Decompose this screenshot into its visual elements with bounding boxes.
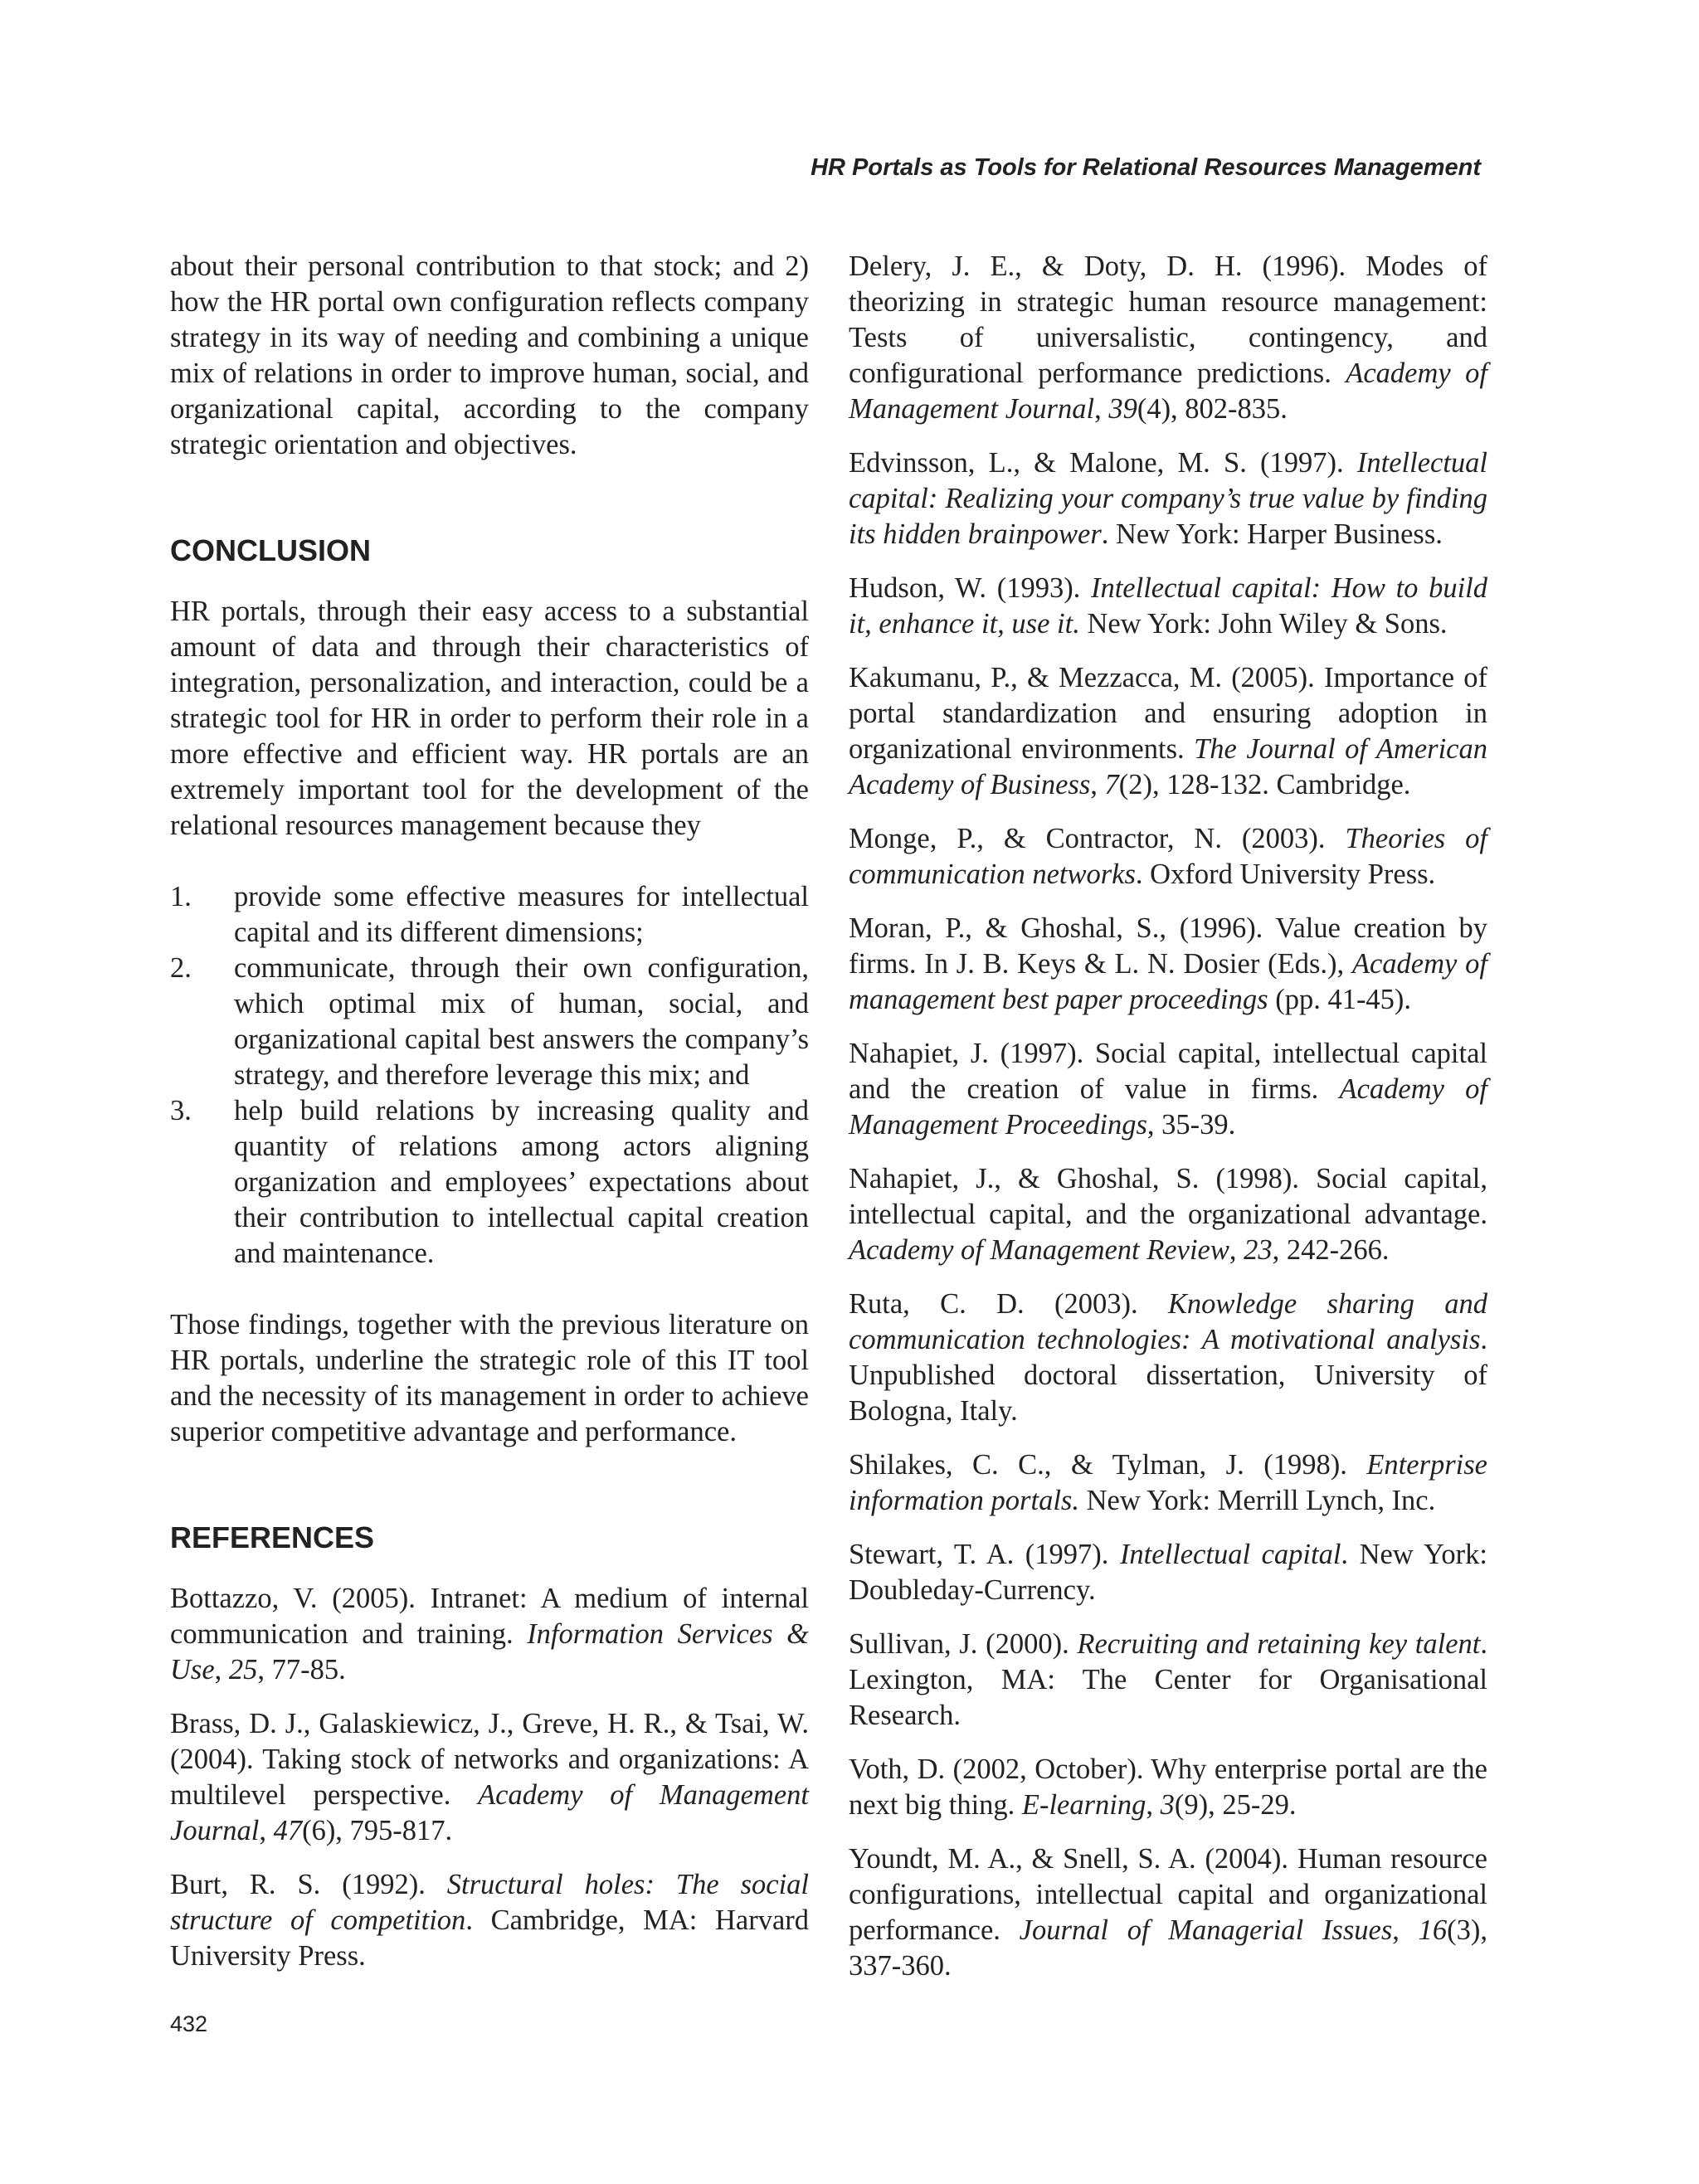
ref-text: New York: John Wiley & Sons. — [1079, 608, 1448, 640]
reference-item — [849, 571, 1487, 642]
ref-italic: Theories of communication networks — [849, 823, 1487, 890]
ref-text: (6), 795-817. — [302, 1815, 453, 1846]
ref-italic: Information Services & Use — [170, 1618, 810, 1685]
list-item-number: 3. — [170, 1095, 192, 1126]
reference-item — [849, 1287, 1487, 1429]
ref-italic: Structural holes: The social structure of competition — [170, 1869, 809, 1936]
ref-text: . Unpublished doctoral dissertation, University of Bologna, Italy. — [849, 1324, 1487, 1427]
ref-text: , — [214, 1654, 229, 1685]
conclusion-paragraph: HR portals, through their easy access to a substantial amount of data and through their characteristics of integration, personalization, and interaction, could be a strategic tool for HR in order to perform their role in a more effective and efficient way. HR portals are an extremely important tool for the development of the relational resources management because they — [170, 596, 809, 841]
ref-text: . Lexington, MA: The Center for Organisational Research. — [849, 1628, 1487, 1731]
ref-text: Bottazzo, V. (2005). Intranet: A medium of internal communication and training. — [170, 1583, 809, 1650]
ref-text: . Cambridge, MA: Harvard University Press. — [170, 1904, 809, 1972]
right-column — [849, 249, 1487, 2002]
reference-item — [849, 1537, 1487, 1608]
ref-text: , — [1392, 1914, 1419, 1946]
ref-italic: Intellectual capital — [1119, 1539, 1341, 1570]
ref-italic: Academy of Management Review — [849, 1234, 1229, 1266]
ref-text: (2), 128-132. Cambridge. — [1118, 769, 1411, 800]
reference-item — [170, 1581, 809, 1688]
ref-text: , — [259, 1815, 274, 1846]
ref-volume: 7 — [1104, 769, 1119, 800]
reference-item — [849, 821, 1487, 893]
references-heading: REFERENCES — [170, 1520, 375, 1554]
reference-item — [849, 1161, 1487, 1268]
intro-paragraph: about their personal contribution to that stock; and 2) how the HR portal own configuration reflects company strategy in its way of needing and combining a unique mix of relations in order to improve human, social, and organizational capital, according to the company strategic orientation and objectives. — [170, 251, 809, 460]
list-item — [170, 1093, 809, 1272]
list-item-number: 1. — [170, 881, 192, 912]
reference-item — [849, 1752, 1487, 1823]
ref-italic: Academy of management best paper proceedings — [849, 948, 1487, 1015]
ref-text: (9), 25-29. — [1174, 1789, 1297, 1821]
conclusion-heading: CONCLUSION — [170, 533, 371, 567]
ref-text: . New York: Doubleday-Currency. — [849, 1539, 1488, 1606]
ref-text: Monge, P., & Contractor, N. (2003). — [849, 823, 1346, 854]
ref-text: , — [1090, 769, 1105, 800]
conclusion-list — [170, 879, 809, 1272]
ref-italic: Academy of Management Journal — [849, 358, 1487, 425]
ref-text: . Oxford University Press. — [1135, 859, 1436, 890]
ref-italic: Journal of Managerial Issues — [1019, 1914, 1393, 1946]
ref-text: Stewart, T. A. (1997). — [849, 1539, 1120, 1570]
ref-italic: The Journal of American Academy of Business — [849, 733, 1487, 800]
ref-text: Brass, D. J., Galaskiewicz, J., Greve, H. R., & Tsai, W. (2004). Taking stock of networks and organizations: A multilevel perspective. — [170, 1708, 809, 1811]
ref-italic: Intellectual capital: Realizing your company’s true value by finding its hidden brainpower — [849, 447, 1487, 550]
ref-text: Hudson, W. (1993). — [849, 572, 1091, 604]
ref-italic: Intellectual capital: How to build it, enhance it, use it. — [849, 572, 1488, 640]
ref-text: . New York: Harper Business. — [1101, 518, 1443, 550]
ref-text: (4), 802-835. — [1137, 393, 1288, 425]
ref-volume: 23 — [1244, 1234, 1273, 1266]
ref-text: , — [1094, 393, 1109, 425]
ref-text: (3), 337-360. — [849, 1914, 1488, 1982]
list-item — [170, 951, 809, 1093]
ref-italic: Academy of Management Proceedings — [849, 1073, 1488, 1141]
ref-text: , 242-266. — [1272, 1234, 1390, 1266]
ref-text: Voth, D. (2002, October). Why enterprise portal are the next big thing. — [849, 1754, 1487, 1821]
ref-text: New York: Merrill Lynch, Inc. — [1078, 1485, 1436, 1516]
closing-paragraph: Those findings, together with the previous literature on HR portals, underline the strategic role of this IT tool and the necessity of its management in order to achieve superior competitive advantage and performance. — [170, 1309, 809, 1447]
reference-item — [849, 660, 1487, 803]
ref-text: Shilakes, C. C., & Tylman, J. (1998). — [849, 1449, 1367, 1481]
ref-text: Edvinsson, L., & Malone, M. S. (1997). — [849, 447, 1357, 479]
ref-italic: Academy of Management Journal — [170, 1779, 809, 1846]
ref-text: , 35-39. — [1146, 1109, 1236, 1141]
ref-volume: 16 — [1418, 1914, 1448, 1946]
ref-text: , 77-85. — [257, 1654, 346, 1685]
ref-volume: 47 — [273, 1815, 303, 1846]
ref-italic: Recruiting and retaining key talent — [1077, 1628, 1481, 1660]
ref-text: Burt, R. S. (1992). — [170, 1869, 447, 1900]
list-item-number: 2. — [170, 952, 192, 984]
reference-item — [849, 445, 1487, 552]
list-item-text: communicate, through their own configuration, which optimal mix of human, social, and organizational capital best answers the company’s strategy, and therefore leverage this mix; and — [234, 952, 809, 1091]
reference-item — [849, 1036, 1487, 1143]
list-item — [170, 879, 809, 951]
reference-item — [849, 1447, 1487, 1519]
page-number: 432 — [170, 2011, 208, 2036]
ref-text: Nahapiet, J., & Ghoshal, S. (1998). Social capital, intellectual capital, and the organizational advantage. — [849, 1163, 1487, 1230]
ref-text: Kakumanu, P., & Mezzacca, M. (2005). Importance of portal standardization and ensuring adoption in organizational environments. — [849, 662, 1487, 765]
ref-volume: 3 — [1160, 1789, 1175, 1821]
reference-item — [849, 911, 1487, 1018]
ref-text: Moran, P., & Ghoshal, S., (1996). Value creation by firms. In J. B. Keys & L. N. Dosier (Eds.), — [849, 912, 1487, 980]
left-column — [170, 249, 809, 1992]
reference-item — [170, 1867, 809, 1974]
running-head: HR Portals as Tools for Relational Resources Management — [811, 154, 1481, 181]
ref-text: Ruta, C. D. (2003). — [849, 1288, 1168, 1320]
reference-item — [849, 1841, 1487, 1984]
ref-volume: 25 — [228, 1654, 258, 1685]
ref-text: , — [1146, 1789, 1161, 1821]
ref-text: , — [1229, 1234, 1244, 1266]
ref-italic: E-learning — [1021, 1789, 1146, 1821]
ref-italic: Enterprise information portals. — [849, 1449, 1487, 1516]
reference-item — [849, 1627, 1487, 1734]
ref-text: Nahapiet, J. (1997). Social capital, intellectual capital and the creation of value in firms. — [849, 1038, 1487, 1105]
reference-item — [849, 249, 1487, 427]
list-item-text: help build relations by increasing quality and quantity of relations among actors aligning organization and employees’ expectations about their contribution to intellectual capital creation and maintenance. — [234, 1095, 809, 1269]
ref-text: Delery, J. E., & Doty, D. H. (1996). Modes of theorizing in strategic human resource management: Tests of universalistic, contingency, and configurational performance predictions. — [849, 251, 1487, 389]
ref-text: Youndt, M. A., & Snell, S. A. (2004). Human resource configurations, intellectual capital and organizational performance. — [849, 1843, 1487, 1946]
reference-item — [170, 1706, 809, 1849]
ref-italic: Knowledge sharing and communication technologies: A motivational analysis — [849, 1288, 1487, 1355]
ref-text: (pp. 41-45). — [1268, 984, 1412, 1015]
list-item-text: provide some effective measures for intellectual capital and its different dimensions; — [234, 881, 809, 948]
ref-volume: 39 — [1108, 393, 1137, 425]
ref-text: Sullivan, J. (2000). — [849, 1628, 1078, 1660]
